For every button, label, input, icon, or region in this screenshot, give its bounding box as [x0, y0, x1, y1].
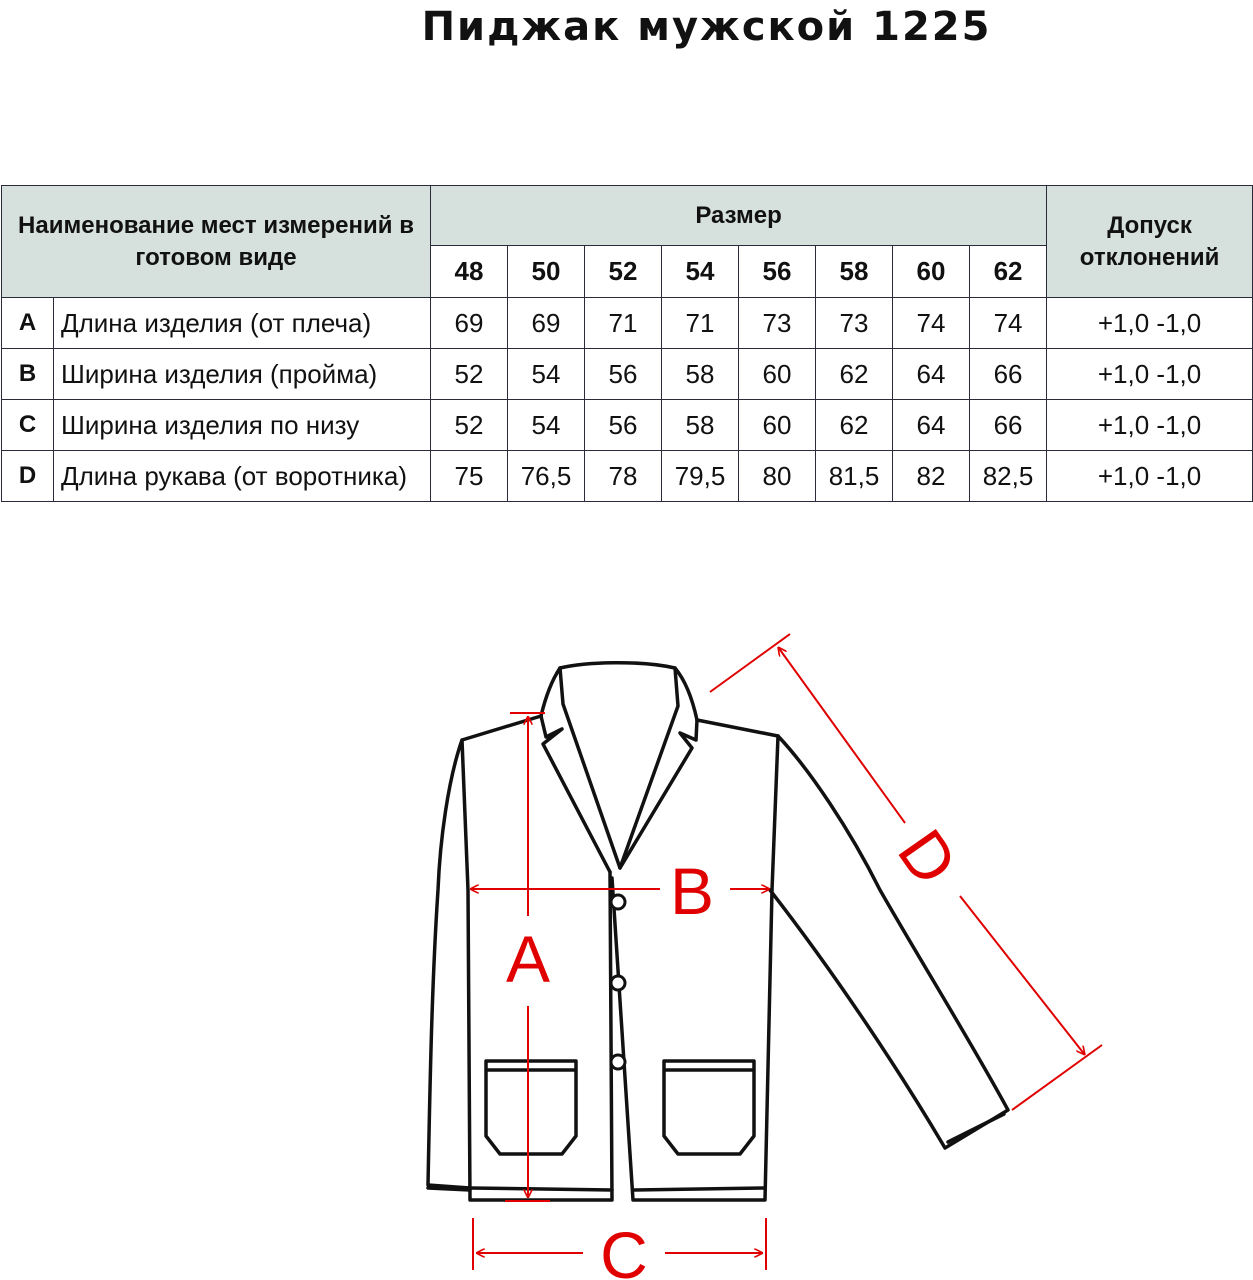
table-cell: 74: [970, 298, 1047, 349]
table-cell: 60: [739, 400, 816, 451]
size-header-cell: 58: [816, 246, 893, 298]
jacket-button: [611, 895, 625, 909]
table-cell: 82,5: [970, 451, 1047, 502]
table-cell: 74: [893, 298, 970, 349]
measure-d-tick-bottom: [1012, 1045, 1102, 1110]
table-cell: 78: [585, 451, 662, 502]
pocket-right: [664, 1061, 754, 1154]
table-cell: 76,5: [508, 451, 585, 502]
table-cell: 58: [662, 349, 739, 400]
tolerance-cell: +1,0 -1,0: [1047, 349, 1253, 400]
table-cell: 69: [431, 298, 508, 349]
measurement-name: Ширина изделия по низу: [54, 400, 431, 451]
tolerance-cell: +1,0 -1,0: [1047, 451, 1253, 502]
table-cell: 56: [585, 400, 662, 451]
measure-d-line-top: [778, 647, 905, 823]
header-measurement-name: Наименование мест измерений в готовом виде: [2, 186, 431, 298]
jacket-button: [611, 1055, 625, 1069]
table-cell: 81,5: [816, 451, 893, 502]
measure-d-tick-top: [710, 634, 790, 692]
measure-d-line-bottom: [960, 896, 1085, 1055]
size-header-cell: 62: [970, 246, 1047, 298]
pocket-left: [486, 1061, 576, 1154]
table-cell: 54: [508, 349, 585, 400]
table-cell: 73: [816, 298, 893, 349]
measurement-code: B: [2, 349, 54, 400]
measure-label-b: B: [669, 854, 715, 928]
table-cell: 62: [816, 400, 893, 451]
page-title: Пиджак мужской 1225: [421, 4, 992, 50]
size-header-cell: 50: [508, 246, 585, 298]
table-cell: 75: [431, 451, 508, 502]
size-header-cell: 60: [893, 246, 970, 298]
measure-label-a: A: [505, 922, 551, 996]
size-header-cell: 56: [739, 246, 816, 298]
table-cell: 56: [585, 349, 662, 400]
measure-label-c: C: [600, 1218, 648, 1280]
measurement-name: Длина изделия (от плеча): [54, 298, 431, 349]
measurement-name: Длина рукава (от воротника): [54, 451, 431, 502]
jacket-button: [611, 976, 625, 990]
table-cell: 66: [970, 349, 1047, 400]
measurement-code: C: [2, 400, 54, 451]
table-cell: 54: [508, 400, 585, 451]
measure-label-d: D: [884, 816, 972, 898]
table-cell: 64: [893, 400, 970, 451]
table-cell: 64: [893, 349, 970, 400]
right-cuff: [948, 1114, 1004, 1142]
size-header-cell: 48: [431, 246, 508, 298]
tolerance-cell: +1,0 -1,0: [1047, 298, 1253, 349]
table-cell: 71: [585, 298, 662, 349]
table-cell: 52: [431, 349, 508, 400]
measurement-code: D: [2, 451, 54, 502]
tolerance-cell: +1,0 -1,0: [1047, 400, 1253, 451]
measure-lines: [470, 634, 1102, 1270]
table-cell: 79,5: [662, 451, 739, 502]
table-cell: 52: [431, 400, 508, 451]
table-cell: 58: [662, 400, 739, 451]
measurement-code: A: [2, 298, 54, 349]
hem: [470, 1188, 765, 1190]
table-cell: 82: [893, 451, 970, 502]
table-cell: 80: [739, 451, 816, 502]
table-cell: 60: [739, 349, 816, 400]
size-header-cell: 54: [662, 246, 739, 298]
table-cell: 62: [816, 349, 893, 400]
measurement-name: Ширина изделия (пройма): [54, 349, 431, 400]
header-size: Размер: [431, 186, 1047, 246]
table-cell: 66: [970, 400, 1047, 451]
size-header-cell: 52: [585, 246, 662, 298]
table-cell: 69: [508, 298, 585, 349]
header-tolerance: Допуск отклонений: [1047, 186, 1253, 298]
lapel-right: [620, 720, 697, 868]
table-cell: 73: [739, 298, 816, 349]
collar-inner: [560, 668, 678, 868]
table-cell: 71: [662, 298, 739, 349]
left-cuff: [428, 1188, 470, 1190]
right-sleeve: [770, 736, 1008, 1148]
